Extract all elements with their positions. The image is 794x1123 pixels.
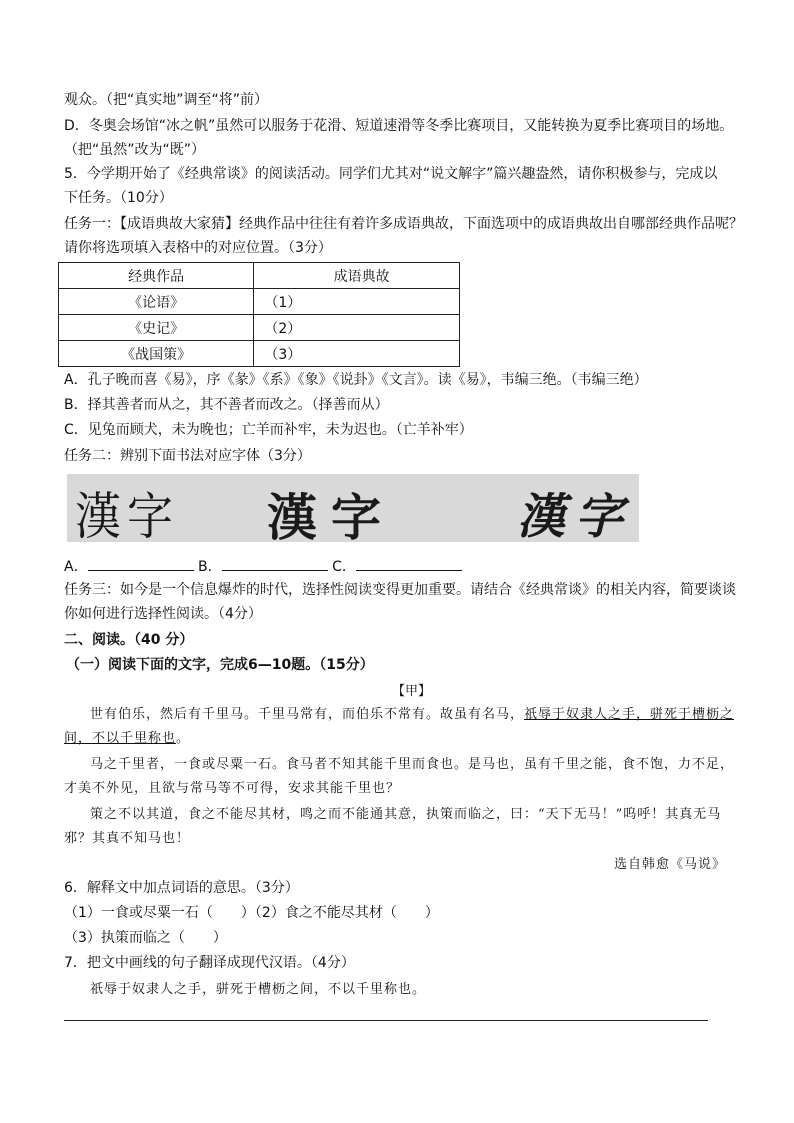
option-d: D．冬奥会场馆“冰之帆”虽然可以服务于花滑、短道速滑等冬季比赛项目，又能转换为夏季比赛项目的场地。 bbox=[64, 118, 734, 134]
question-7-sentence: 祇辱于奴隶人之手，骈死于槽枥之间，不以千里称也。 bbox=[90, 982, 427, 997]
calligraphy-seal: 漢字 bbox=[75, 486, 179, 542]
passage-text: 马之千里者，一食或尽粟一石。食马者不知其能千里而食也。是马也，虽有千里之能，食不饱，力不足， bbox=[90, 757, 735, 772]
passage-text: 世有伯乐，然后有千里马。千里马常有，而伯乐不常有。故虽有名马， bbox=[90, 707, 525, 722]
calligraphy-clerical: 漢字 bbox=[267, 488, 395, 542]
table-row bbox=[59, 315, 460, 341]
section-heading: 二、阅读。（40 分） bbox=[64, 632, 194, 648]
table-cell: 《论语》 bbox=[59, 289, 254, 315]
question-6-items: （3）执策而临之（ ） bbox=[64, 930, 227, 946]
task-3: 任务三：如今是一个信息爆炸的时代，选择性阅读变得更加重要。请结合《经典常谈》的相关内容，简要谈谈 bbox=[64, 582, 736, 598]
answer-blank-a[interactable] bbox=[88, 556, 194, 571]
question-6-items: （1）一食或尽粟一石（ ）（2）食之不能尽其材（ ） bbox=[64, 905, 439, 921]
passage-source: 选自韩愈《马说》 bbox=[614, 857, 727, 872]
passage-label: 【甲】 bbox=[392, 684, 432, 699]
table-row bbox=[59, 341, 460, 367]
option-b: B．择其善者而从之，其不善者而改之。（择善而从） bbox=[64, 397, 389, 413]
text-line: 请你将选项填入表格中的对应位置。（3分） bbox=[64, 240, 332, 256]
calligraphy-running: 漢字 bbox=[517, 489, 634, 542]
works-table bbox=[58, 262, 460, 367]
table-cell: 《史记》 bbox=[59, 315, 254, 341]
text-line: （把“虽然”改为“既”） bbox=[64, 142, 206, 158]
answer-cell[interactable]: （2） bbox=[254, 315, 460, 341]
passage-paragraph-2 bbox=[64, 753, 734, 801]
passage-text: 才美不外见，且欲与常马等不可得，安求其能千里也？ bbox=[64, 781, 401, 796]
table-row bbox=[59, 289, 460, 315]
passage-text: 邪？其真不知马也！ bbox=[64, 831, 191, 846]
text-line: 你如何进行选择性阅读。（4分） bbox=[64, 606, 262, 622]
passage-paragraph-1 bbox=[64, 703, 734, 751]
subsection-heading: （一）阅读下面的文字，完成6—10题。（15分） bbox=[66, 657, 374, 673]
blank-label: A． bbox=[64, 559, 88, 575]
option-c: C．见兔而顾犬，未为晚也；亡羊而补牢，未为迟也。（亡羊补牢） bbox=[64, 422, 473, 438]
blank-label: C． bbox=[332, 559, 356, 575]
question-5: 5．今学期开始了《经典常谈》的阅读活动。同学们尤其对“说文解字”篇兴趣盎然，请你积极参与，完成以 bbox=[64, 166, 718, 182]
answer-line[interactable] bbox=[64, 1020, 708, 1021]
task-2: 任务二：辨别下面书法对应字体（3分） bbox=[64, 448, 311, 464]
answer-blank-b[interactable] bbox=[222, 556, 328, 571]
table-cell: 《战国策》 bbox=[59, 341, 254, 367]
option-a: A．孔子晚而喜《易》，序《彖》《系》《象》《说卦》《文言》。读《易》，韦编三绝。（韦编三绝） bbox=[64, 372, 648, 388]
underlined-sentence: 祇辱于奴隶人之手，骈死于槽枥之 bbox=[524, 707, 735, 722]
task-1: 任务一：【成语典故大家猜】经典作品中往往有着许多成语典故，下面选项中的成语典故出自哪部经典作品呢？ bbox=[64, 216, 743, 232]
answer-blank-c[interactable] bbox=[356, 556, 462, 571]
answer-cell[interactable]: （1） bbox=[254, 289, 460, 315]
text-line: 观众。（把“真实地”调至“将”前） bbox=[64, 92, 269, 108]
answer-blanks bbox=[64, 556, 462, 577]
underlined-sentence: 间，不以千里称也 bbox=[64, 731, 177, 746]
table-header: 经典作品 bbox=[59, 263, 254, 289]
table-header: 成语典故 bbox=[254, 263, 460, 289]
question-7: 7．把文中画线的句子翻译成现代汉语。（4分） bbox=[64, 955, 355, 971]
blank-label: B． bbox=[198, 559, 222, 575]
answer-cell[interactable]: （3） bbox=[254, 341, 460, 367]
passage-paragraph-3 bbox=[64, 803, 734, 851]
passage-text: 策之不以其道，食之不能尽其材，鸣之而不能通其意，执策而临之，曰：“天下无马！”呜呼！其真无马 bbox=[90, 807, 722, 822]
text-line: 下任务。（10分） bbox=[64, 190, 173, 206]
passage-text: 。 bbox=[176, 731, 191, 746]
table-header-row bbox=[59, 263, 460, 289]
question-6: 6．解释文中加点词语的意思。（3分） bbox=[64, 880, 299, 896]
calligraphy-image bbox=[67, 474, 639, 542]
